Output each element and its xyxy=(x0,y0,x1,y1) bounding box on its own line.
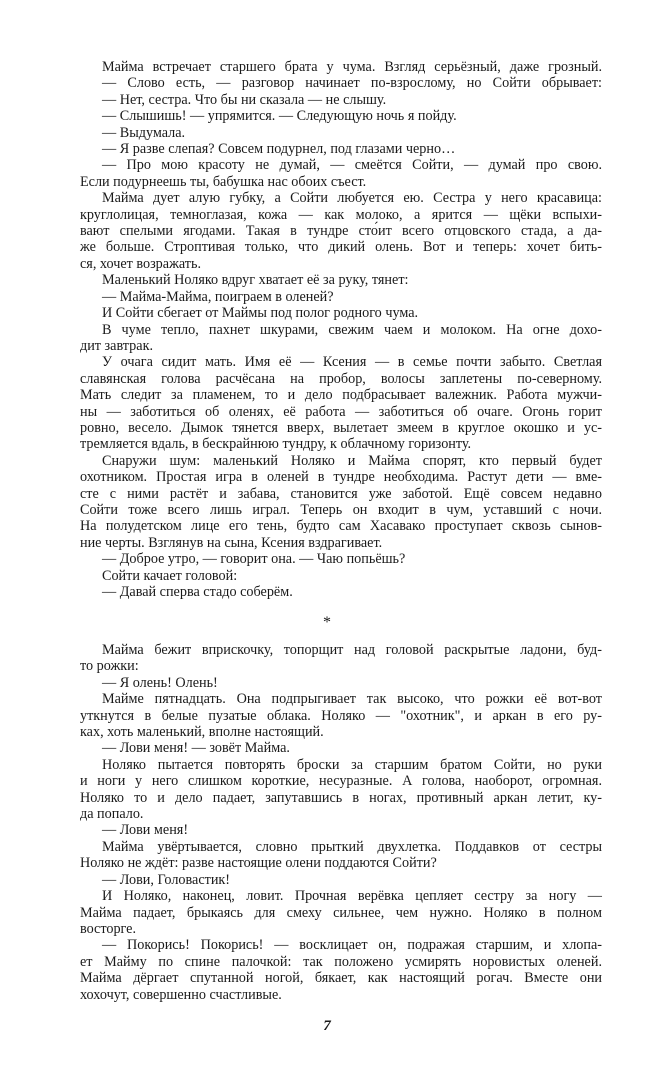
text-line: же больше. Строптивая только, что дикий олень. Вот и теперь: хочет бить- xyxy=(80,239,602,256)
text-line: Мать следит за пламенем, то и дело подбрасывает валежник. Работа мужчи- xyxy=(80,387,602,404)
page-number: 7 xyxy=(323,1018,331,1034)
text-line: ны — заботиться об оленях, её работа — заботиться об очаге. Огонь горит xyxy=(80,403,602,420)
text-line: У очага сидит мать. Имя её — Ксения — в семье почти забыто. Светлая xyxy=(102,354,602,371)
text-line: — Про мою красоту не думай, — смеётся Сойти, — думай про свою. xyxy=(102,157,602,174)
text-line: — Нет, сестра. Что бы ни сказала — не слышу. xyxy=(102,91,387,108)
text-line: славянская голова расчёсана на пробор, волосы заплетены по-северному. xyxy=(80,370,602,387)
text-line: Снаружи шум: маленький Ноляко и Майма спорят, кто первый будет xyxy=(102,452,602,469)
text-line: Майма дёргает спутанной ногой, бякает, как настоящий рогач. Вместе они xyxy=(80,970,602,987)
text-line: — Давай сперва стадо соберём. xyxy=(102,584,293,600)
text-line: ние черты. Взглянув на сына, Ксения вздрагивает. xyxy=(80,534,383,551)
text-line: Сойти качает головой: xyxy=(102,567,238,584)
text-line: Если подурнеешь ты, бабушка нас обоих съест. xyxy=(80,173,367,190)
text-line: хохочут, совершенно счастливые. xyxy=(80,986,282,1003)
text-line: — Лови, Головастик! xyxy=(102,871,231,888)
text-line: ся, хочет возражать. xyxy=(80,255,202,272)
text-line: Майме пятнадцать. Она подпрыгивает так высоко, что рожки её вот-вот xyxy=(102,691,602,708)
text-line: круглолицая, темноглазая, кожа — как молоко, а ярится — щёки вспыхи- xyxy=(80,206,602,223)
text-line: то рожки: xyxy=(80,658,139,675)
text-line: дит завтрак. xyxy=(80,337,154,354)
text-line: Ноляко не ждёт: разве настоящие олени поддаются Сойти? xyxy=(80,855,437,872)
text-line: — Слышишь! — упрямится. — Следующую ночь я пойду. xyxy=(102,108,457,125)
text-line: — Доброе утро, — говорит она. — Чаю попьёшь? xyxy=(102,551,406,568)
text-section-1 xyxy=(80,59,602,600)
text-line: Майма падает, брыкаясь для смеху сильнее, чем нужно. Ноляко в полном xyxy=(80,904,602,921)
text-line: охотником. Простая игра в оленей в тундре необходима. Растут дети — вме- xyxy=(80,469,602,486)
text-line: ровно, весело. Дымок тянется вверх, вылетает змеем в круглое окошко и ус- xyxy=(80,419,602,436)
text-line: ет Майму по спине палочкой: так положено усмирять норовистых оленей. xyxy=(80,953,602,970)
text-line: — Лови меня! xyxy=(102,822,189,839)
text-line: Майма увёртывается, словно прыткий двухлетка. Поддавков от сестры xyxy=(102,838,602,855)
text-section-2 xyxy=(80,642,602,1003)
text-line: уткнутся в белые пузатые облака. Ноляко — "охотник", и аркан в его ру- xyxy=(80,707,602,724)
text-line: Майма дует алую губку, а Сойти любуется ею. Сестра у него красавица: xyxy=(102,190,602,207)
text-line: И Сойти сбегает от Маймы под полог родного чума. xyxy=(102,305,419,322)
text-line: Сойти тоже всего лишь играл. Теперь он входит в чум, уставший с ночи. xyxy=(80,501,602,518)
text-line: — Слово есть, — разговор начинает по-взрослому, но Сойти обрывает: xyxy=(102,75,602,92)
text-line: — Покорись! Покорись! — восклицает он, подражая старшим, и хлопа- xyxy=(102,937,602,954)
text-line: и ноги у него слишком короткие, несуразные. А голова, наоборот, огромная. xyxy=(80,773,602,790)
text-line: — Майма-Майма, поиграем в оленей? xyxy=(102,288,334,305)
text-line: сте с ними растёт и забава, становится уже заботой. Ещё совсем недавно xyxy=(80,485,602,502)
text-line: В чуме тепло, пахнет шкурами, свежим чаем и молоком. На огне дохо- xyxy=(102,321,602,338)
text-line: — Я олень! Олень! xyxy=(102,674,218,691)
text-line: восторге. xyxy=(80,920,137,937)
text-line: На полудетском лице его тень, будто сам Хасавако проступает сквозь сынов- xyxy=(80,518,602,535)
text-line: Ноляко то и дело падает, запутавшись в ногах, противный аркан летит, ку- xyxy=(80,789,602,806)
section-separator: * xyxy=(323,614,331,631)
text-line: Майма бежит вприскочку, топорщит над головой раскрытые ладони, буд- xyxy=(102,642,602,658)
text-line: Ноляко пытается повторять броски за старшим братом Сойти, но руки xyxy=(102,756,602,773)
text-line: И Ноляко, наконец, ловит. Прочная верёвка цепляет сестру за ногу — xyxy=(102,888,602,905)
text-line: — Выдумала. xyxy=(102,124,186,141)
text-line: Майма встречает старшего брата у чума. Взгляд серьёзный, даже грозный. xyxy=(102,59,602,75)
text-line: — Я разве слепая? Совсем подурнел, под глазами черно… xyxy=(102,141,456,158)
text-line: Маленький Ноляко вдруг хватает её за руку, тянет: xyxy=(102,272,409,289)
text-line: ках, хоть маленький, вполне настоящий. xyxy=(80,724,324,741)
text-line: вают спелыми ягодами. Такая в тундре сто́ит всего отцовского стада, а да- xyxy=(80,223,602,240)
text-line: да попало. xyxy=(80,806,144,823)
text-line: тремляется вдаль, в бескрайнюю тундру, к облачному горизонту. xyxy=(80,436,472,453)
text-line: — Лови меня! — зовёт Майма. xyxy=(102,740,290,757)
